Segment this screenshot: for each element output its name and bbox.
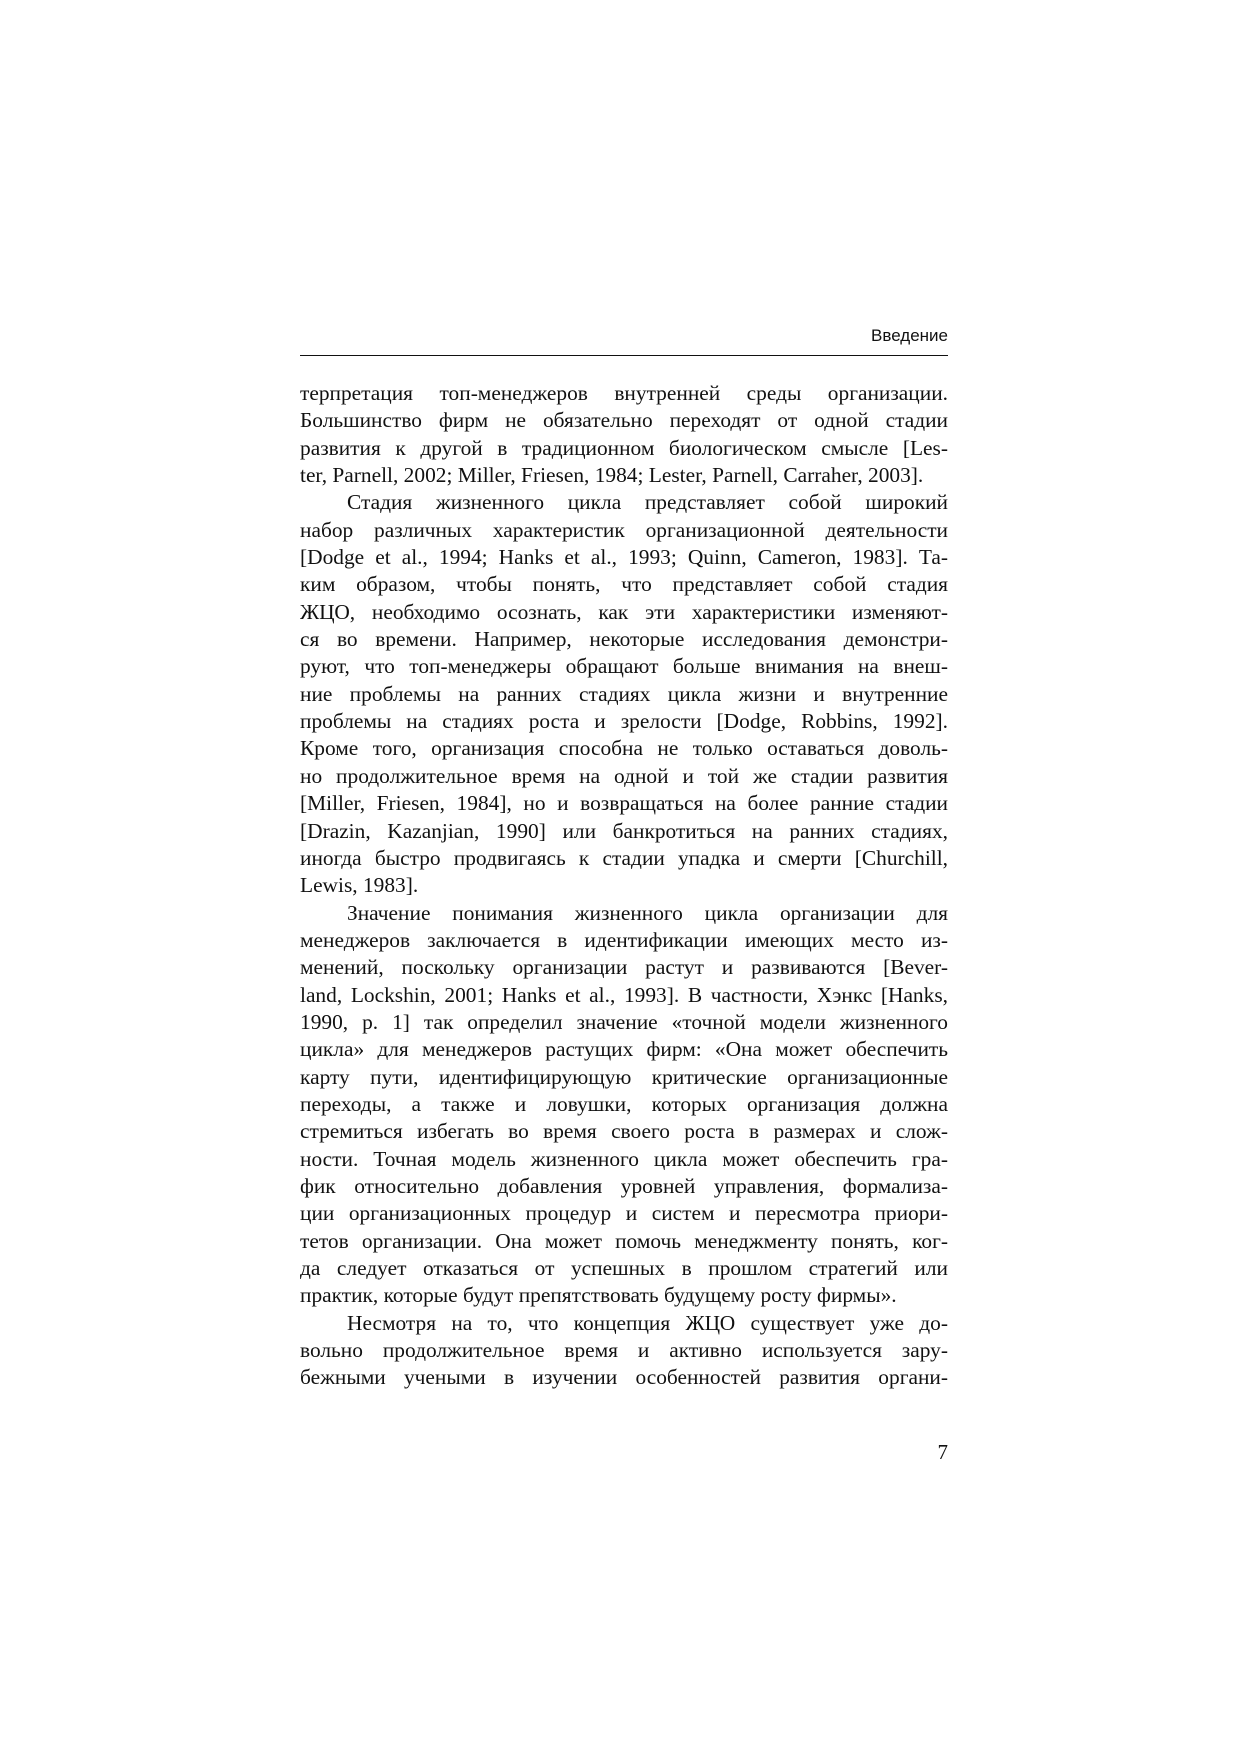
text-line: фик относительно добавления уровней управления, формализа- — [300, 1173, 948, 1198]
page-number: 7 — [937, 1440, 948, 1464]
text-line: но продолжительное время на одной и той же стадии развития — [300, 763, 948, 788]
text-line: карту пути, идентифицирующую критические организационные — [300, 1064, 948, 1089]
running-head: Введение — [871, 326, 948, 345]
text-line: ЖЦО, необходимо осознать, как эти характеристики изменяют- — [300, 599, 948, 624]
header-rule — [300, 355, 948, 356]
text-line: развития к другой в традиционном биологическом смысле [Les- — [300, 435, 948, 460]
text-line: Стадия жизненного цикла представляет собой широкий — [347, 490, 948, 515]
text-line: руют, что топ-менеджеры обращают больше внимания на внеш- — [300, 654, 948, 679]
paragraph — [300, 380, 948, 489]
text-line: вольно продолжительное время и активно используется зару- — [300, 1338, 948, 1363]
text-line: да следует отказаться от успешных в прошлом стратегий или — [300, 1256, 948, 1280]
text-line: [Dodge et al., 1994; Hanks et al., 1993; Quinn, Cameron, 1983]. Та- — [300, 545, 948, 570]
paragraph — [300, 1310, 948, 1392]
text-line: Большинство фирм не обязательно переходят от одной стадии — [300, 408, 948, 433]
text-line: [Miller, Friesen, 1984], но и возвращаться на более ранние стадии — [300, 791, 948, 816]
text-line: тетов организации. Она может помочь менеджменту понять, ког- — [300, 1228, 948, 1253]
text-line: Значение понимания жизненного цикла организации для — [347, 900, 948, 925]
text-line: иногда быстро продвигаясь к стадии упадка и смерти [Churchill, — [300, 845, 948, 870]
text-line: ким образом, чтобы понять, что представляет собой стадия — [300, 572, 948, 597]
text-line: 1990, p. 1] так определил значение «точной модели жизненного — [300, 1009, 948, 1034]
text-line: Lewis, 1983]. — [300, 873, 419, 898]
text-line: переходы, а также и ловушки, которых организация должна — [300, 1091, 948, 1116]
text-line: land, Lockshin, 2001; Hanks et al., 1993]. В частности, Хэнкс [Hanks, — [300, 982, 948, 1007]
paragraph — [300, 900, 948, 1310]
text-line: менеджеров заключается в идентификации имеющих место из- — [300, 927, 948, 952]
text-line: Кроме того, организация способна не только оставаться доволь- — [300, 736, 948, 761]
text-line: цикла» для менеджеров растущих фирм: «Она может обеспечить — [300, 1037, 948, 1062]
text-line: ние проблемы на ранних стадиях цикла жизни и внутренние — [300, 681, 948, 706]
text-line: ся во времени. Например, некоторые исследования демонстри- — [300, 627, 948, 652]
text-line: набор различных характеристик организационной деятельности — [300, 517, 948, 542]
text-line: стремиться избегать во время своего роста в размерах и слож- — [300, 1119, 948, 1144]
body-text — [300, 380, 948, 1392]
text-line: ции организационных процедур и систем и пересмотра приори- — [300, 1201, 948, 1226]
text-line: ter, Parnell, 2002; Miller, Friesen, 1984; Lester, Parnell, Carraher, 2003]. — [300, 463, 924, 488]
text-line: [Drazin, Kazanjian, 1990] или банкротиться на ранних стадиях, — [300, 818, 948, 843]
text-line: практик, которые будут препятствовать будущему росту фирмы». — [300, 1283, 897, 1308]
text-line: терпретация топ-менеджеров внутренней среды организации. — [300, 381, 948, 405]
text-line: бежными учеными в изучении особенностей развития органи- — [300, 1365, 948, 1390]
text-line: ности. Точная модель жизненного цикла может обеспечить гра- — [300, 1146, 948, 1171]
paragraph — [300, 489, 948, 899]
text-line: менений, поскольку организации растут и развиваются [Bever- — [300, 955, 948, 980]
text-line: проблемы на стадиях роста и зрелости [Dodge, Robbins, 1992]. — [300, 709, 948, 734]
text-line: Несмотря на то, что концепция ЖЦО существует уже до- — [347, 1310, 948, 1335]
